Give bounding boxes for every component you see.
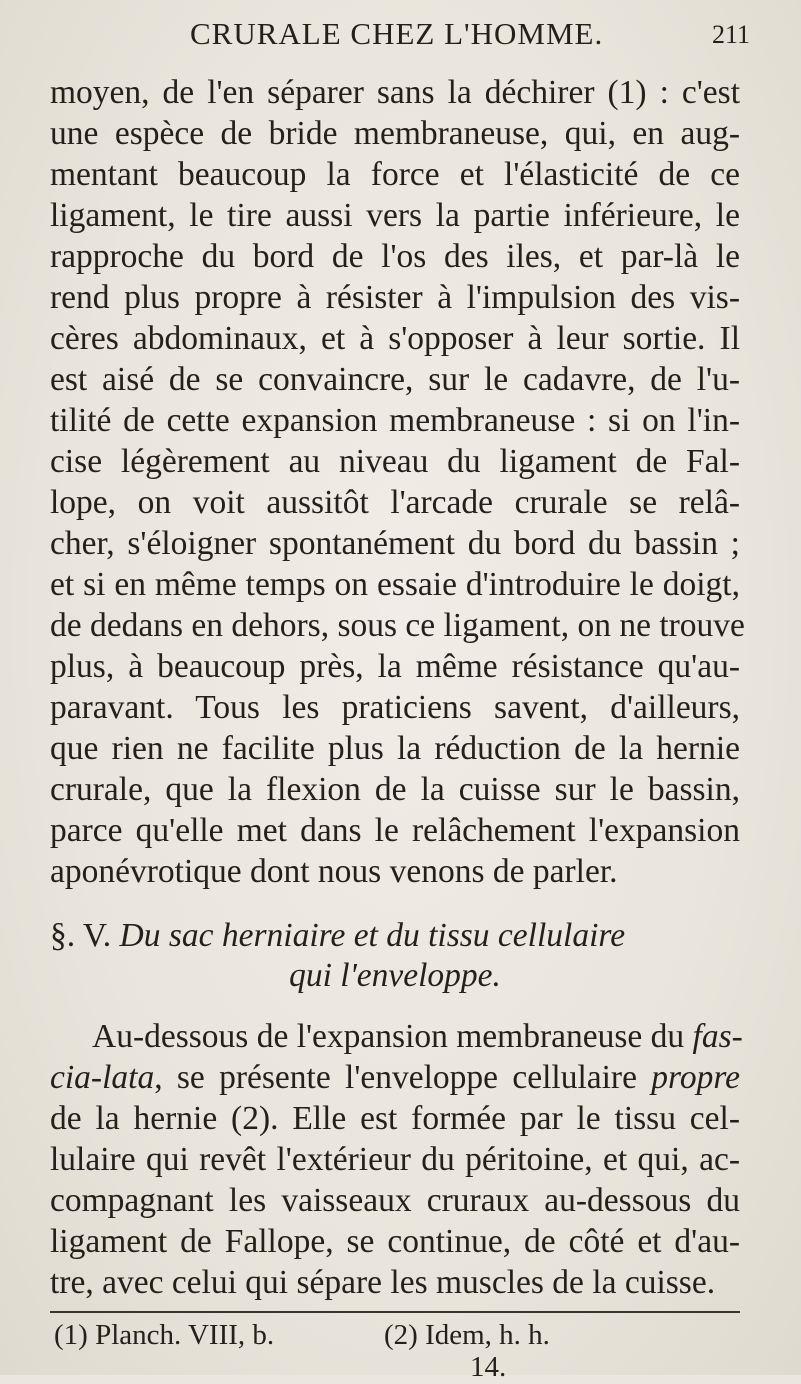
text-line: mentant beaucoup la force et l'élasticité de ce <box>50 156 740 193</box>
text-line: lulaire qui revêt l'extérieur du péritoine, et qui, ac- <box>50 1141 740 1178</box>
text-line: de dedans en dehors, sous ce ligament, on ne trouve <box>50 607 745 644</box>
text-line: cher, s'éloigner spontanément du bord du bassin ; <box>50 525 740 562</box>
italic-term: fas- <box>692 1018 743 1055</box>
text-line: ligament, le tire aussi vers la partie inférieure, le <box>50 197 740 234</box>
text-line: moyen, de l'en séparer sans la déchirer (1) : c'est <box>50 74 740 111</box>
section-title-line-2: qui l'enveloppe. <box>289 957 501 994</box>
text-line: crurale, que la flexion de la cuisse sur le bassin, <box>50 771 740 808</box>
text-line: rend plus propre à résister à l'impulsion des vis- <box>50 279 740 316</box>
text-line: est aisé de se convaincre, sur le cadavre, de l'u- <box>50 361 740 398</box>
text-line: compagnant les vaisseaux cruraux au-dessous du <box>50 1182 740 1219</box>
text-line: tre, avec celui qui sépare les muscles de la cuisse. <box>50 1264 716 1301</box>
signature-mark: 14. <box>470 1351 507 1383</box>
italic-term: cia-lata <box>50 1059 155 1096</box>
page-header <box>190 16 750 64</box>
text-line: lope, on voit aussitôt l'arcade crurale se relâ- <box>50 484 740 521</box>
section-heading <box>50 914 740 958</box>
text-line: de la hernie (2). Elle est formée par le tissu cel- <box>50 1100 740 1137</box>
text-line: et si en même temps on essaie d'introduire le doigt, <box>50 566 740 603</box>
section-number: §. V. <box>50 917 112 954</box>
text-span: , se présente l'enveloppe cellulaire <box>154 1059 652 1096</box>
footnote-rule <box>50 1311 740 1313</box>
text-line: cise légèrement au niveau du ligament de Fal- <box>50 443 740 480</box>
text-line: aponévrotique dont nous venons de parler. <box>50 853 618 890</box>
text-line: que rien ne facilite plus la réduction de la hernie <box>50 730 740 767</box>
running-title: CRURALE CHEZ L'HOMME. <box>190 16 604 51</box>
text-line: rapproche du bord de l'os des iles, et par-là le <box>50 238 740 275</box>
text-line: tilité de cette expansion membraneuse : si on l'in- <box>50 402 740 439</box>
text-line: plus, à beaucoup près, la même résistance qu'au- <box>50 648 740 685</box>
page-number: 211 <box>711 20 750 49</box>
text-line: paravant. Tous les praticiens savent, d'ailleurs, <box>50 689 740 726</box>
footnotes <box>54 1317 744 1353</box>
text-line: cères abdominaux, et à s'opposer à leur sortie. Il <box>50 320 740 357</box>
text-line: parce qu'elle met dans le relâchement l'expansion <box>50 812 740 849</box>
italic-term: propre <box>651 1059 740 1096</box>
text-line <box>50 1057 740 1098</box>
footnote-1: (1) Planch. VIII, b. <box>54 1319 275 1351</box>
text-line <box>92 1016 743 1057</box>
text-line: ligament de Fallope, se continue, de côté et d'au- <box>50 1223 740 1260</box>
section-title-line-1: Du sac herniaire et du tissu cellulaire <box>119 917 626 954</box>
text-line: une espèce de bride membraneuse, qui, en aug- <box>50 115 740 152</box>
text-span: Au-dessous de l'expansion membraneuse du <box>92 1018 693 1055</box>
footnote-2: (2) Idem, h. h. <box>384 1319 550 1351</box>
